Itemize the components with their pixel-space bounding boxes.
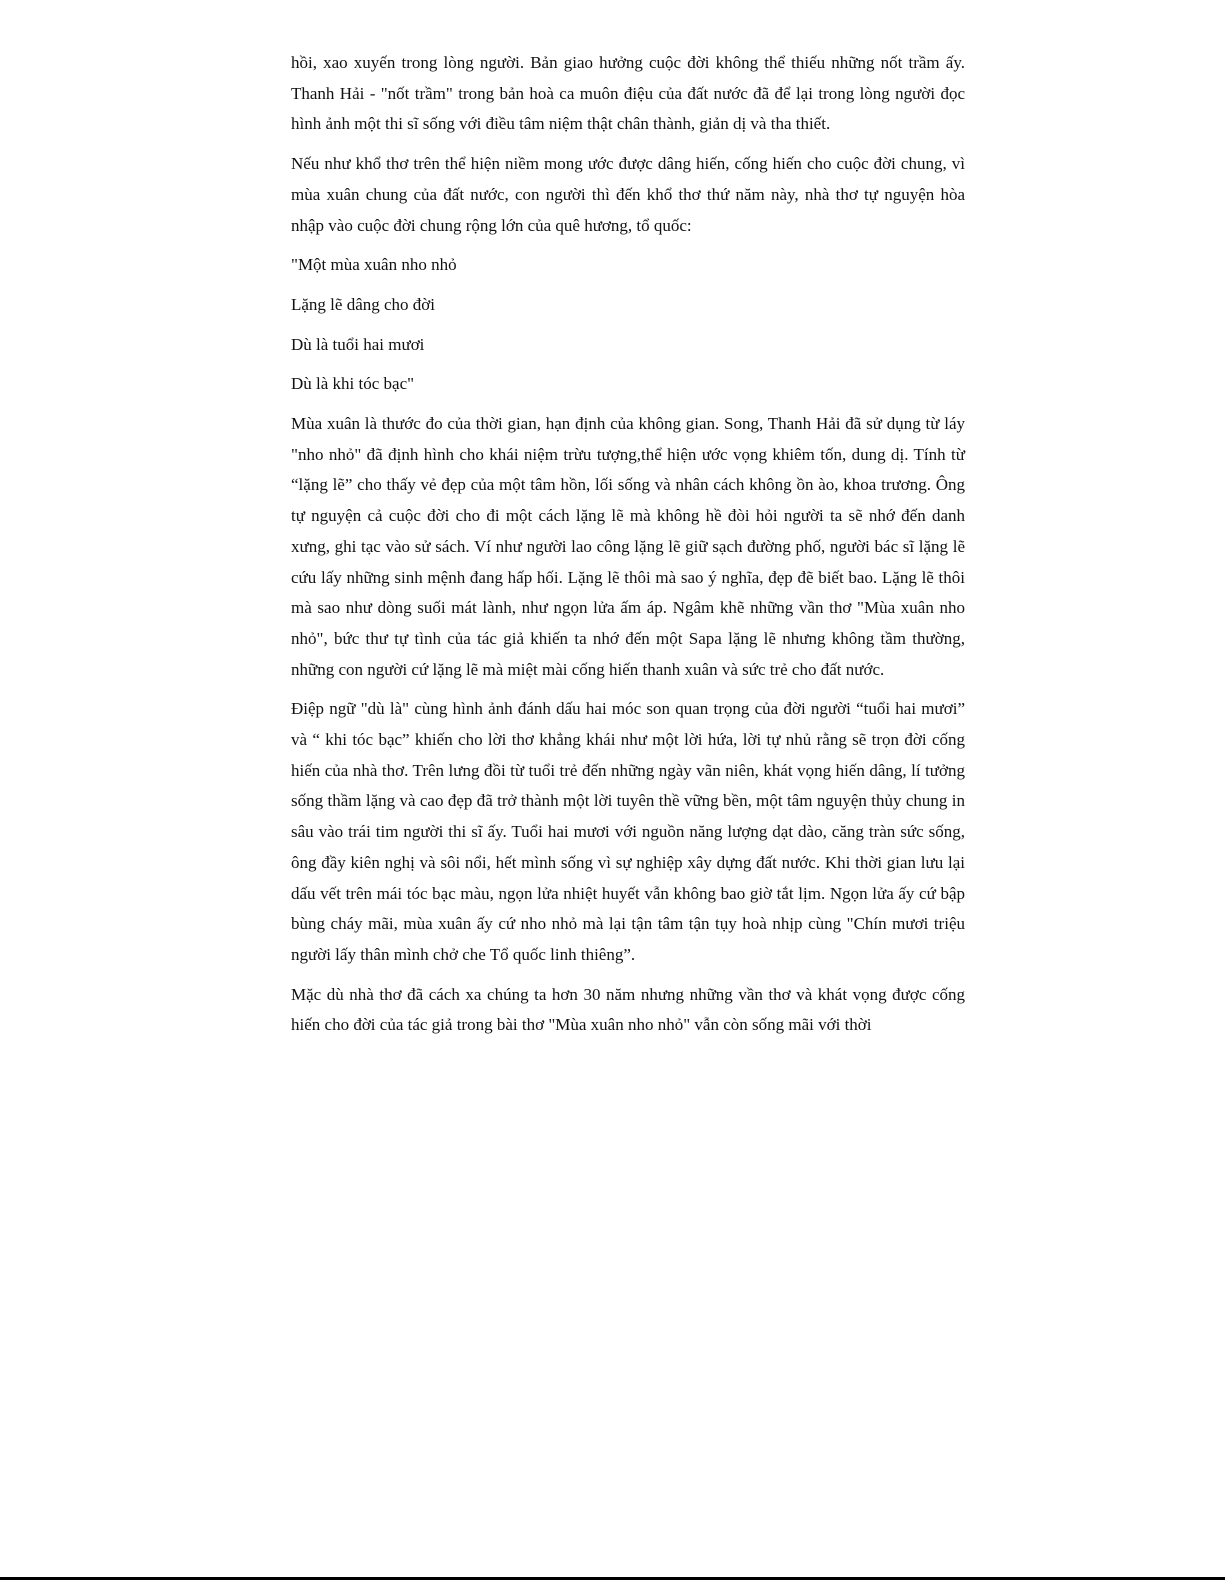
paragraph-analysis-du-la: Điệp ngữ "dù là" cùng hình ảnh đánh dấu hai móc son quan trọng của đời người “tuổi hai mươi” và “ khi tóc bạc” khiến cho lời thơ khẳng khái như một lời hứa, lời tự nhủ rằng sẽ trọn đời cống hiến của nhà thơ. Trên lưng đồi từ tuổi trẻ đến những ngày vãn niên, khát vọng hiến dâng, lí tưởng sống thầm lặng và cao đẹp đã trở thành một lời tuyên thề vững bền, một tâm nguyện thủy chung in sâu vào trái tim người thi sĩ ấy. Tuổi hai mươi với nguồn năng lượng dạt dào, căng tràn sức sống, ông đầy kiên nghị và sôi nổi, hết mình sống vì sự nghiệp xây dựng đất nước. Khi thời gian lưu lại dấu vết trên mái tóc bạc màu, ngọn lửa nhiệt huyết vẫn không bao giờ tắt lịm. Ngọn lửa ấy cứ bập bùng cháy mãi, mùa xuân ấy cứ nho nhỏ mà lại tận tâm tận tụy hoà nhịp cùng "Chín mươi triệu người lấy thân mình chở che Tổ quốc linh thiêng”. [291, 699, 965, 964]
poem-line-1: "Một mùa xuân nho nhỏ [291, 255, 457, 275]
page-bottom-border [0, 1577, 1225, 1580]
paragraph-poem-introduction: Nếu như khổ thơ trên thể hiện niềm mong ước được dâng hiến, cống hiến cho cuộc đời chung, vì mùa xuân chung của đất nước, con người thì đến khổ thơ thứ năm này, nhà thơ tự nguyện hòa nhập vào cuộc đời chung rộng lớn của quê hương, tổ quốc: [291, 154, 965, 235]
paragraph-conclusion-start: Mặc dù nhà thơ đã cách xa chúng ta hơn 30 năm nhưng những vần thơ và khát vọng được cống hiến cho đời của tác giả trong bài thơ "Mùa xuân nho nhỏ" vẫn còn sống mãi với thời [291, 984, 965, 1035]
poem-line-3: Dù là tuổi hai mươi [291, 334, 425, 354]
paragraph-analysis-lang-le: Mùa xuân là thước đo của thời gian, hạn định của không gian. Song, Thanh Hải đã sử dụng từ láy "nho nhỏ" đã định hình cho khái niệm trừu tượng,thể hiện ước vọng khiêm tốn, dung dị. Tính từ “lặng lẽ” cho thấy vẻ đẹp của một tâm hồn, lối sống và nhân cách không ồn ào, khoa trương. Ông tự nguyện cả cuộc đời cho đi một cách lặng lẽ mà không hề đòi hỏi người ta sẽ nhớ đến danh xưng, ghi tạc vào sử sách. Ví như người lao công lặng lẽ giữ sạch đường phố, người bác sĩ lặng lẽ cứu lấy những sinh mệnh đang hấp hối. Lặng lẽ thôi mà sao ý nghĩa, đẹp đẽ biết bao. Lặng lẽ thôi mà sao như dòng suối mát lành, như ngọn lửa ấm áp. Ngâm khẽ những vần thơ "Mùa xuân nho nhỏ", bức thư tự tình của tác giả khiến ta nhớ đến một Sapa lặng lẽ nhưng không tầm thường, những con người cứ lặng lẽ mà miệt mài cống hiến thanh xuân và sức trẻ cho đất nước. [291, 414, 965, 679]
document-body [291, 48, 965, 1050]
paragraph-intro-continuation: hồi, xao xuyến trong lòng người. Bản giao hưởng cuộc đời không thể thiếu những nốt trầm ấy. Thanh Hải - "nốt trầm" trong bản hoà ca muôn điệu của đất nước đã để lại trong lòng người đọc hình ảnh một thi sĩ sống với điều tâm niệm thật chân thành, giản dị và tha thiết. [291, 53, 965, 134]
poem-line-2: Lặng lẽ dâng cho đời [291, 294, 436, 314]
poem-line-4: Dù là khi tóc bạc" [291, 374, 415, 394]
